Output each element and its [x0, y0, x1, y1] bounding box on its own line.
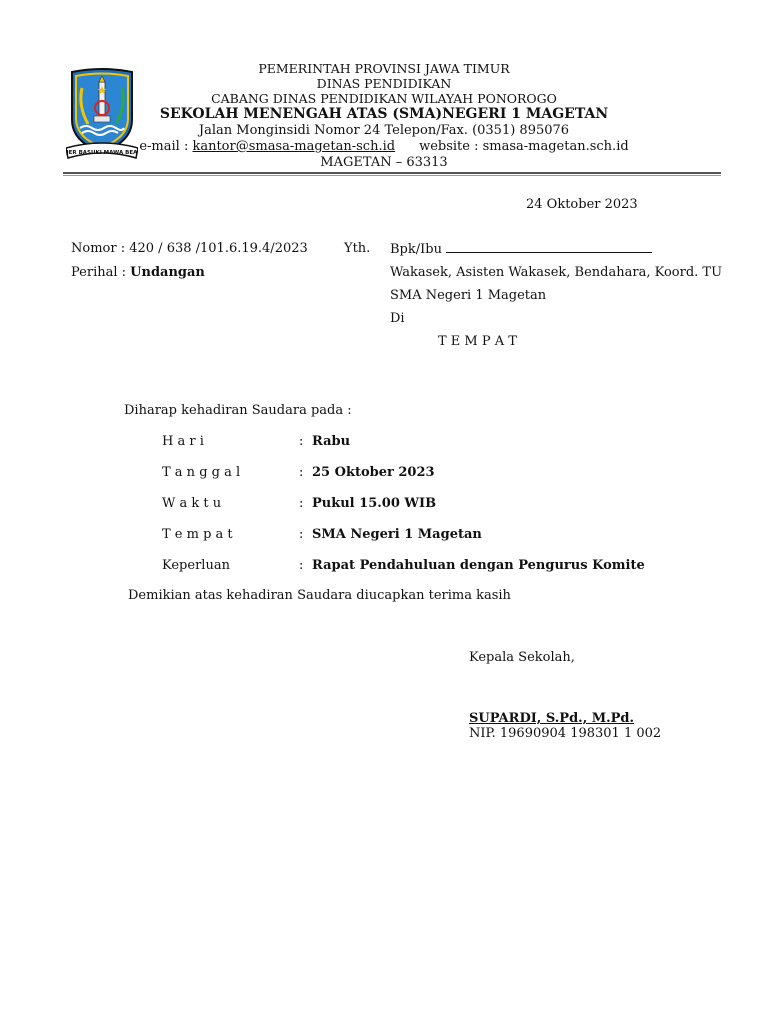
detail-value-tanggal: 25 Oktober 2023	[312, 465, 435, 480]
school-address: Jalan Monginsidi Nomor 24 Telepon/Fax. (0351) 895076	[198, 123, 570, 138]
nomor-label: Nomor	[71, 241, 117, 256]
school-name: SEKOLAH MENENGAH ATAS (SMA)NEGERI 1 MAGETAN	[159, 106, 609, 122]
recipient-name-line	[390, 241, 652, 257]
header-divider-thin	[63, 175, 721, 176]
detail-value-tempat: SMA Negeri 1 Magetan	[312, 527, 482, 542]
detail-colon: :	[299, 434, 304, 449]
letterhead-line-department: DINAS PENDIDIKAN	[316, 76, 452, 91]
letter-date: 24 Oktober 2023	[526, 197, 638, 212]
signatory-nip: NIP. 19690904 198301 1 002	[469, 726, 662, 741]
recipient-di: Di	[390, 311, 405, 326]
contact-line	[0, 139, 768, 154]
recipient-roles: Wakasek, Asisten Wakasek, Bendahara, Koord. TU	[390, 265, 723, 280]
svg-text:JER BASUKI MAWA BEA: JER BASUKI MAWA BEA	[66, 150, 138, 156]
recipient-salutation: Bpk/Ibu	[390, 242, 447, 257]
closing-sentence: Demikian atas kehadiran Saudara diucapkan terima kasih	[128, 588, 511, 603]
detail-label-keperluan: Keperluan	[162, 558, 230, 573]
recipient-blank-line	[446, 241, 652, 253]
detail-colon: :	[299, 465, 304, 480]
perihal-line	[71, 265, 205, 280]
perihal-label: Perihal :	[71, 265, 131, 280]
detail-label-waktu: W a k t u	[162, 496, 222, 511]
invitation-intro: Diharap kehadiran Saudara pada :	[124, 403, 352, 418]
detail-label-hari: H a r i	[162, 434, 204, 449]
detail-value-waktu: Pukul 15.00 WIB	[312, 496, 437, 511]
recipient-tempat: T E M P A T	[438, 334, 517, 349]
city-postal: MAGETAN – 63313	[320, 155, 448, 170]
detail-colon: :	[299, 496, 304, 511]
header-divider	[63, 172, 721, 174]
email-label: e-mail :	[139, 139, 193, 154]
detail-colon: :	[299, 527, 304, 542]
letterhead-line-government: PEMERINTAH PROVINSI JAWA TIMUR	[258, 61, 510, 76]
recipient-school: SMA Negeri 1 Magetan	[390, 288, 547, 303]
perihal-value: Undangan	[130, 265, 205, 280]
letterhead-line-branch: CABANG DINAS PENDIDIKAN WILAYAH PONOROGO	[211, 91, 557, 106]
detail-label-tanggal: T a n g g a l	[162, 465, 241, 480]
website-text: website : smasa-magetan.sch.id	[419, 139, 629, 154]
yth-label: Yth.	[344, 241, 371, 256]
detail-colon: :	[299, 558, 304, 573]
nomor-line	[71, 241, 308, 256]
nomor-value: : 420 / 638 /101.6.19.4/2023	[120, 241, 308, 256]
detail-value-keperluan: Rapat Pendahuluan dengan Pengurus Komite	[312, 558, 645, 573]
detail-value-hari: Rabu	[312, 434, 351, 449]
signatory-name: SUPARDI, S.Pd., M.Pd.	[469, 711, 635, 726]
detail-label-tempat: T e m p a t	[162, 527, 233, 542]
email-link[interactable]: kantor@smasa-magetan-sch.id	[192, 139, 396, 154]
signatory-title: Kepala Sekolah,	[469, 650, 575, 665]
